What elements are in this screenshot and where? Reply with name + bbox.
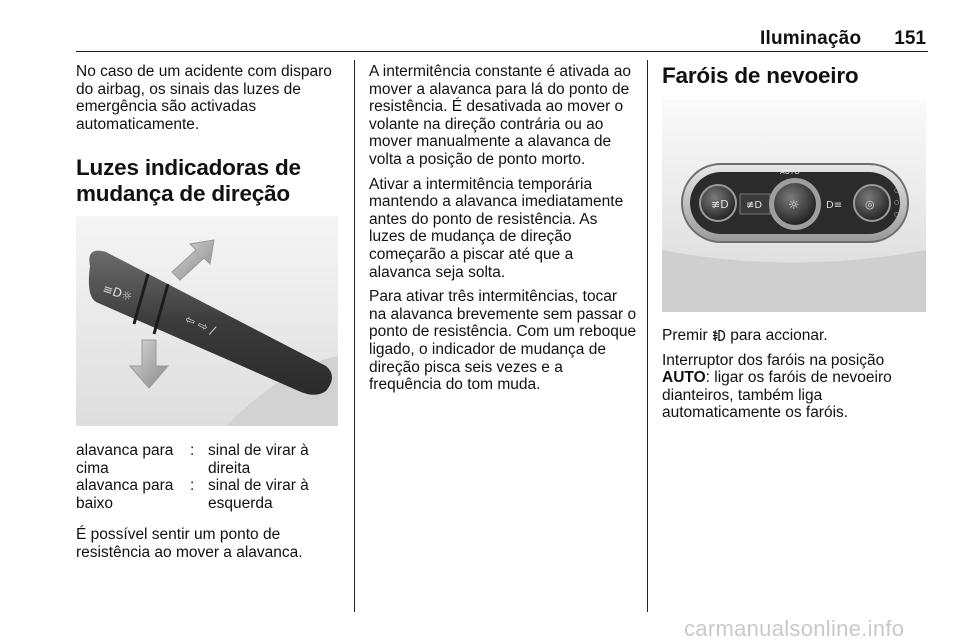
definition-list <box>76 442 346 569</box>
definition-term: alavanca para baixo <box>76 477 174 512</box>
page-header-title: Iluminação <box>760 28 862 49</box>
definition-row-down <box>76 477 346 512</box>
svg-text:○: ○ <box>894 211 900 218</box>
definition-row-up <box>76 442 346 477</box>
resistance-note: É possível sentir um ponto de resistência ao mover a alavanca. <box>76 526 303 561</box>
column-1 <box>76 63 346 207</box>
fog-light-text <box>662 327 928 429</box>
auto-description: : ligar os faróis de nevoeiro dianteiros, também liga automaticamente os faróis. <box>662 369 892 422</box>
section-heading-turn-signals <box>76 155 346 207</box>
definition-colon: : <box>190 477 195 495</box>
svg-text:☼: ☼ <box>788 198 800 213</box>
lever-svg <box>76 216 338 426</box>
airbag-paragraph: No caso de um acidente com disparo do airbag, os sinais das luzes de emergência são activadas automaticamente. <box>76 63 332 133</box>
header-rule <box>76 51 928 52</box>
svg-text:≡D☼: ≡D☼ <box>101 281 134 305</box>
heading-line-2: mudança de direção <box>76 181 290 207</box>
page-number: 151 <box>894 28 926 49</box>
auto-intro-text: Interruptor dos faróis na posição <box>662 351 885 369</box>
auto-keyword: AUTO <box>662 369 706 387</box>
column-3 <box>662 63 928 89</box>
watermark: carmanualsonline.info <box>684 616 905 641</box>
definition-description: sinal de virar à direita <box>208 442 309 477</box>
svg-text:◎: ◎ <box>865 198 875 211</box>
column-divider-1 <box>354 60 355 612</box>
three-blink-paragraph: Para ativar três intermitências, tocar na alavanca brevemente sem passar o ponto de resistência. Com um reboque ligado, o indicador de mudança de direção pisca seis vezes e a frequência do tom muda. <box>369 288 637 394</box>
svg-text:≢D: ≢D <box>711 198 729 211</box>
premir-after-text: para accionar. <box>730 327 828 344</box>
switch-auto-label: AUTO <box>780 168 800 176</box>
svg-text:≢D: ≢D <box>746 200 763 211</box>
temporary-blink-paragraph: Ativar a intermitência temporária mantendo a alavanca imediatamente antes do ponto de resistência. As luzes de mudança de direção começarão a piscar até que a alavanca seja solta. <box>369 175 624 281</box>
svg-text:D≡: D≡ <box>826 200 843 211</box>
premir-text: Premir <box>662 327 708 344</box>
fog-activate-paragraph <box>662 327 928 345</box>
definition-term: alavanca para cima <box>76 442 174 477</box>
fog-light-icon <box>712 329 726 342</box>
light-switch-panel-illustration <box>662 100 926 312</box>
panel-svg <box>662 100 926 312</box>
column-2 <box>369 63 637 401</box>
svg-text:○: ○ <box>894 199 900 206</box>
turn-signal-lever-illustration <box>76 216 338 426</box>
heading-line-1: Luzes indicadoras de <box>76 155 301 181</box>
svg-text:○: ○ <box>894 187 900 194</box>
continuous-blink-paragraph: A intermitência constante é ativada ao mover a alavanca para lá do ponto de resistência. É desativada ao mover o volante na direção contrária ou ao mover manualmente a alavanca de volta a posição de ponto morto. <box>369 63 631 168</box>
definition-description: sinal de virar à esquerda <box>208 477 309 512</box>
svg-text:⇦ ⇨ /: ⇦ ⇨ / <box>182 311 218 338</box>
section-heading-fog-lights: Faróis de nevoeiro <box>662 63 859 88</box>
fog-auto-paragraph <box>662 352 928 422</box>
column-divider-2 <box>647 60 648 612</box>
definition-colon: : <box>190 442 195 459</box>
